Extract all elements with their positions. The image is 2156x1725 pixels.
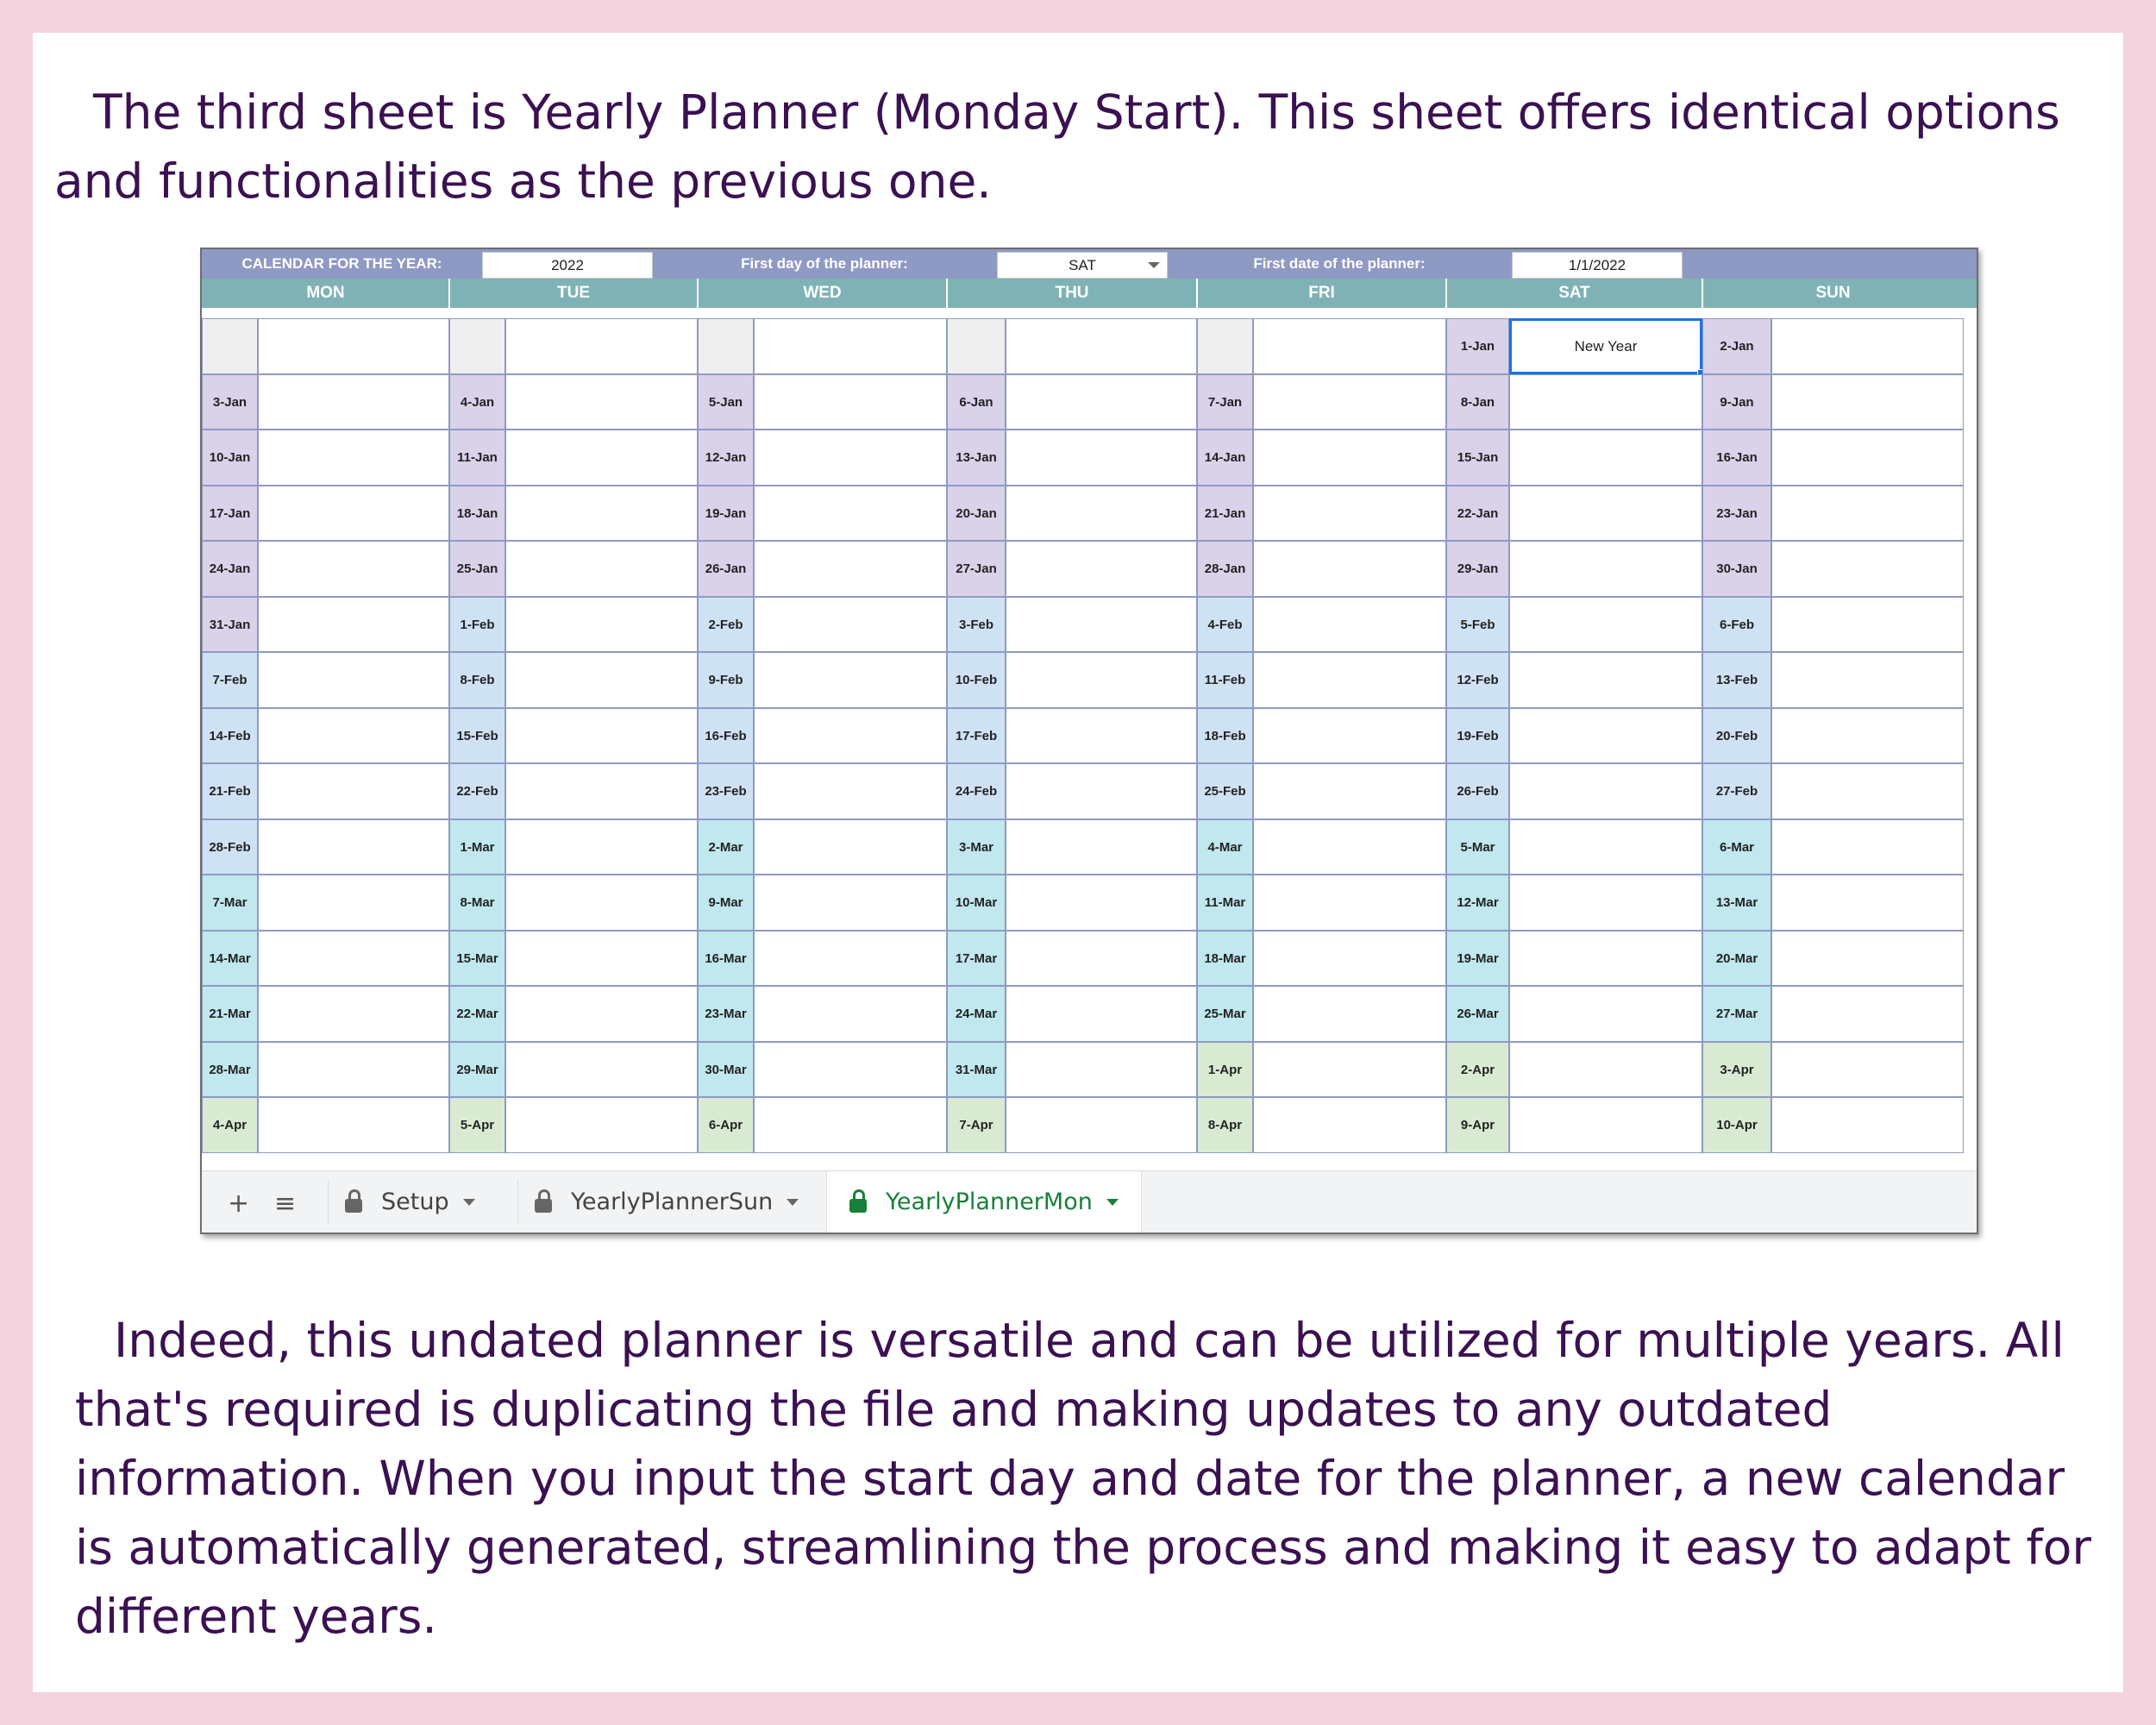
date-cell[interactable]: 31-Mar <box>947 1042 1006 1097</box>
date-cell[interactable]: 10-Feb <box>947 652 1006 708</box>
date-cell[interactable]: 11-Mar <box>1197 875 1253 931</box>
note-cell[interactable] <box>1253 931 1446 986</box>
date-cell[interactable]: 13-Jan <box>947 430 1006 486</box>
date-cell[interactable]: 5-Mar <box>1446 819 1509 875</box>
date-cell[interactable]: 12-Mar <box>1446 875 1509 931</box>
date-cell[interactable]: 3-Apr <box>1702 1042 1771 1097</box>
date-cell[interactable]: 31-Jan <box>202 597 258 652</box>
weekday-sat: SAT <box>1558 284 1590 302</box>
date-cell[interactable]: 28-Feb <box>202 819 258 875</box>
date-cell[interactable]: 20-Jan <box>947 486 1006 541</box>
date-cell[interactable]: 4-Mar <box>1197 819 1253 875</box>
tab-yearly-planner-mon[interactable] <box>826 1171 1142 1233</box>
date-cell[interactable]: 26-Mar <box>1446 986 1509 1042</box>
date-cell[interactable]: 15-Jan <box>1446 430 1509 486</box>
date-cell[interactable]: 25-Jan <box>449 541 505 597</box>
note-cell[interactable] <box>754 875 947 931</box>
note-cell[interactable] <box>1771 486 1964 541</box>
note-cell[interactable] <box>1006 986 1197 1042</box>
note-cell[interactable] <box>258 374 449 430</box>
note-cell[interactable] <box>258 819 449 875</box>
note-cell[interactable]: New Year <box>1509 318 1702 374</box>
date-cell[interactable]: 1-Apr <box>1197 1042 1253 1097</box>
note-cell[interactable] <box>754 597 947 652</box>
note-cell[interactable] <box>505 318 698 374</box>
date-cell[interactable]: 16-Feb <box>698 708 754 763</box>
date-cell[interactable]: 18-Feb <box>1197 708 1253 763</box>
date-cell[interactable]: 30-Mar <box>698 1042 754 1097</box>
date-cell[interactable]: 12-Jan <box>698 430 754 486</box>
note-cell[interactable] <box>505 597 698 652</box>
date-cell[interactable]: 14-Feb <box>202 708 258 763</box>
note-cell[interactable] <box>754 708 947 763</box>
tab-label: YearlyPlannerMon <box>886 1189 1093 1215</box>
note-cell[interactable] <box>1253 763 1446 819</box>
note-cell[interactable] <box>1509 931 1702 986</box>
note-cell[interactable] <box>1771 597 1964 652</box>
note-cell[interactable] <box>1771 875 1964 931</box>
chevron-down-icon <box>1148 262 1160 268</box>
tab-yearly-planner-sun[interactable] <box>535 1171 819 1233</box>
note-cell[interactable] <box>505 1097 698 1153</box>
lock-icon <box>535 1199 552 1213</box>
sheet-tab-bar <box>202 1170 1977 1233</box>
date-cell[interactable]: 5-Apr <box>449 1097 505 1153</box>
note-cell[interactable] <box>1771 1097 1964 1153</box>
note-cell[interactable] <box>1509 430 1702 486</box>
date-cell[interactable]: 21-Mar <box>202 986 258 1042</box>
note-cell[interactable] <box>505 708 698 763</box>
note-cell[interactable] <box>505 374 698 430</box>
note-cell[interactable] <box>258 597 449 652</box>
note-cell[interactable] <box>1509 374 1702 430</box>
note-cell[interactable] <box>1253 318 1446 374</box>
date-cell[interactable]: 19-Jan <box>698 486 754 541</box>
note-cell[interactable] <box>754 1042 947 1097</box>
note-cell[interactable] <box>1509 486 1702 541</box>
note-cell[interactable] <box>258 708 449 763</box>
tab-label: Setup <box>381 1189 449 1215</box>
chevron-down-icon <box>1106 1199 1119 1206</box>
chevron-down-icon <box>463 1199 475 1206</box>
date-cell[interactable]: 23-Jan <box>1702 486 1771 541</box>
date-cell[interactable]: 9-Jan <box>1702 374 1771 430</box>
date-cell[interactable]: 26-Feb <box>1446 763 1509 819</box>
note-cell[interactable] <box>505 430 698 486</box>
date-cell[interactable]: 5-Feb <box>1446 597 1509 652</box>
note-cell[interactable] <box>1253 819 1446 875</box>
note-cell[interactable] <box>754 541 947 597</box>
date-cell[interactable]: 5-Jan <box>698 374 754 430</box>
date-cell[interactable]: 16-Mar <box>698 931 754 986</box>
note-cell[interactable] <box>1253 652 1446 708</box>
date-cell[interactable]: 24-Feb <box>947 763 1006 819</box>
page-card <box>33 33 2123 1692</box>
date-cell[interactable]: 14-Jan <box>1197 430 1253 486</box>
note-cell[interactable] <box>1253 708 1446 763</box>
date-cell[interactable]: 3-Mar <box>947 819 1006 875</box>
calendar-grid <box>202 318 1977 1212</box>
lock-icon <box>849 1199 867 1213</box>
date-cell[interactable]: 20-Feb <box>1702 708 1771 763</box>
note-cell[interactable] <box>1006 318 1197 374</box>
date-cell[interactable]: 27-Mar <box>1702 986 1771 1042</box>
note-cell[interactable] <box>258 318 449 374</box>
chevron-down-icon <box>787 1199 799 1206</box>
all-sheets-icon[interactable]: ≡ <box>274 1189 297 1219</box>
note-cell[interactable] <box>258 430 449 486</box>
date-cell[interactable]: 2-Mar <box>698 819 754 875</box>
date-cell[interactable]: 3-Feb <box>947 597 1006 652</box>
date-cell[interactable]: 2-Apr <box>1446 1042 1509 1097</box>
weekday-tue: TUE <box>557 284 590 302</box>
note-cell[interactable] <box>1253 986 1446 1042</box>
date-cell[interactable]: 26-Jan <box>698 541 754 597</box>
note-cell[interactable] <box>1771 652 1964 708</box>
date-cell[interactable]: 14-Mar <box>202 931 258 986</box>
note-cell[interactable] <box>1771 708 1964 763</box>
note-cell[interactable] <box>505 931 698 986</box>
date-cell[interactable]: 28-Mar <box>202 1042 258 1097</box>
date-cell[interactable]: 23-Feb <box>698 763 754 819</box>
note-cell[interactable] <box>1253 430 1446 486</box>
note-cell[interactable] <box>1006 875 1197 931</box>
date-cell[interactable]: 25-Mar <box>1197 986 1253 1042</box>
first-day-select[interactable] <box>997 252 1168 279</box>
date-cell[interactable]: 1-Mar <box>449 819 505 875</box>
note-cell[interactable] <box>1006 430 1197 486</box>
date-cell[interactable]: 13-Mar <box>1702 875 1771 931</box>
first-day-value: SAT <box>1069 257 1096 273</box>
date-cell[interactable]: 8-Feb <box>449 652 505 708</box>
weekday-header-row <box>202 279 1977 308</box>
date-cell[interactable]: 17-Mar <box>947 931 1006 986</box>
date-cell[interactable]: 27-Jan <box>947 541 1006 597</box>
note-cell[interactable] <box>505 986 698 1042</box>
note-cell[interactable] <box>1509 819 1702 875</box>
year-field[interactable]: 2022 <box>482 252 653 279</box>
date-cell[interactable]: 10-Mar <box>947 875 1006 931</box>
note-cell[interactable] <box>754 486 947 541</box>
note-cell[interactable] <box>1509 652 1702 708</box>
weekday-sun: SUN <box>1815 284 1851 302</box>
date-cell[interactable]: 8-Apr <box>1197 1097 1253 1153</box>
note-cell[interactable] <box>1006 819 1197 875</box>
note-cell[interactable] <box>1771 374 1964 430</box>
first-day-label: First day of the planner: <box>741 255 908 272</box>
date-cell[interactable]: 18-Mar <box>1197 931 1253 986</box>
date-cell[interactable] <box>202 318 258 374</box>
first-date-field[interactable]: 1/1/2022 <box>1512 252 1683 279</box>
date-cell[interactable]: 6-Jan <box>947 374 1006 430</box>
note-cell[interactable] <box>258 1097 449 1153</box>
weekday-mon: MON <box>306 284 345 302</box>
date-cell[interactable]: 12-Feb <box>1446 652 1509 708</box>
note-cell[interactable] <box>505 763 698 819</box>
date-cell[interactable]: 27-Feb <box>1702 763 1771 819</box>
date-cell[interactable]: 8-Mar <box>449 875 505 931</box>
date-cell[interactable]: 13-Feb <box>1702 652 1771 708</box>
date-cell[interactable]: 15-Feb <box>449 708 505 763</box>
note-cell[interactable] <box>1771 931 1964 986</box>
date-cell[interactable]: 29-Jan <box>1446 541 1509 597</box>
spreadsheet-screenshot <box>200 248 1978 1234</box>
date-cell[interactable]: 1-Feb <box>449 597 505 652</box>
note-cell[interactable] <box>1771 541 1964 597</box>
note-cell[interactable] <box>258 486 449 541</box>
note-cell[interactable] <box>1253 1097 1446 1153</box>
date-cell[interactable]: 16-Jan <box>1702 430 1771 486</box>
date-cell[interactable]: 17-Jan <box>202 486 258 541</box>
note-cell[interactable] <box>505 652 698 708</box>
plus-icon[interactable]: + <box>228 1189 250 1219</box>
note-cell[interactable] <box>1006 708 1197 763</box>
date-cell[interactable]: 28-Jan <box>1197 541 1253 597</box>
note-cell[interactable] <box>1771 763 1964 819</box>
year-label: CALENDAR FOR THE YEAR: <box>241 255 442 272</box>
note-cell[interactable] <box>1006 597 1197 652</box>
note-cell[interactable] <box>754 374 947 430</box>
date-cell[interactable]: 11-Feb <box>1197 652 1253 708</box>
date-cell[interactable]: 7-Mar <box>202 875 258 931</box>
first-date-label: First date of the planner: <box>1253 255 1426 272</box>
note-cell[interactable] <box>258 875 449 931</box>
date-cell[interactable]: 18-Jan <box>449 486 505 541</box>
date-cell[interactable]: 19-Feb <box>1446 708 1509 763</box>
note-cell[interactable] <box>1253 1042 1446 1097</box>
date-cell[interactable]: 1-Jan <box>1446 318 1509 374</box>
note-cell[interactable] <box>1771 430 1964 486</box>
date-cell[interactable]: 8-Jan <box>1446 374 1509 430</box>
date-cell[interactable]: 15-Mar <box>449 931 505 986</box>
note-cell[interactable] <box>1509 708 1702 763</box>
note-cell[interactable] <box>1509 1097 1702 1153</box>
date-cell[interactable]: 2-Feb <box>698 597 754 652</box>
note-cell[interactable] <box>754 931 947 986</box>
note-cell[interactable] <box>505 486 698 541</box>
note-cell[interactable] <box>258 931 449 986</box>
note-cell[interactable] <box>1006 1097 1197 1153</box>
note-cell[interactable] <box>258 763 449 819</box>
note-cell[interactable] <box>1509 1042 1702 1097</box>
date-cell[interactable]: 24-Mar <box>947 986 1006 1042</box>
note-cell[interactable] <box>754 318 947 374</box>
note-cell[interactable] <box>1509 763 1702 819</box>
date-cell[interactable] <box>698 318 754 374</box>
note-cell[interactable] <box>1006 931 1197 986</box>
date-cell[interactable]: 30-Jan <box>1702 541 1771 597</box>
note-cell[interactable] <box>258 1042 449 1097</box>
note-cell[interactable] <box>258 986 449 1042</box>
note-cell[interactable] <box>1771 318 1964 374</box>
note-cell[interactable] <box>258 652 449 708</box>
date-cell[interactable]: 20-Mar <box>1702 931 1771 986</box>
note-cell[interactable] <box>754 763 947 819</box>
date-cell[interactable]: 21-Feb <box>202 763 258 819</box>
date-cell[interactable]: 10-Jan <box>202 430 258 486</box>
note-cell[interactable] <box>1006 652 1197 708</box>
weekday-wed: WED <box>803 284 842 302</box>
note-cell[interactable] <box>1509 597 1702 652</box>
note-cell[interactable] <box>505 541 698 597</box>
date-cell[interactable]: 23-Mar <box>698 986 754 1042</box>
date-cell[interactable]: 19-Mar <box>1446 931 1509 986</box>
date-cell[interactable] <box>947 318 1006 374</box>
note-cell[interactable] <box>1253 875 1446 931</box>
note-cell[interactable] <box>1509 986 1702 1042</box>
date-cell[interactable]: 11-Jan <box>449 430 505 486</box>
date-cell[interactable]: 10-Apr <box>1702 1097 1771 1153</box>
note-cell[interactable] <box>754 1097 947 1153</box>
note-cell[interactable] <box>1006 374 1197 430</box>
date-cell[interactable]: 9-Mar <box>698 875 754 931</box>
lock-icon <box>345 1199 362 1213</box>
weekday-fri: FRI <box>1308 284 1335 302</box>
date-cell[interactable]: 4-Feb <box>1197 597 1253 652</box>
date-cell[interactable]: 7-Apr <box>947 1097 1006 1153</box>
note-cell[interactable] <box>1253 597 1446 652</box>
note-cell[interactable] <box>1771 986 1964 1042</box>
note-cell[interactable] <box>1253 486 1446 541</box>
weekday-thu: THU <box>1055 284 1089 302</box>
note-cell[interactable] <box>1006 486 1197 541</box>
note-cell[interactable] <box>1253 541 1446 597</box>
date-cell[interactable]: 22-Jan <box>1446 486 1509 541</box>
note-cell[interactable] <box>1509 541 1702 597</box>
note-cell[interactable] <box>1006 541 1197 597</box>
note-cell[interactable] <box>754 819 947 875</box>
date-cell[interactable]: 29-Mar <box>449 1042 505 1097</box>
date-cell[interactable]: 22-Feb <box>449 763 505 819</box>
date-cell[interactable]: 17-Feb <box>947 708 1006 763</box>
date-cell[interactable]: 24-Jan <box>202 541 258 597</box>
tab-setup[interactable] <box>345 1171 509 1233</box>
date-cell[interactable]: 9-Apr <box>1446 1097 1509 1153</box>
note-cell[interactable] <box>1771 1042 1964 1097</box>
note-cell[interactable] <box>505 819 698 875</box>
date-cell[interactable]: 6-Apr <box>698 1097 754 1153</box>
outro-paragraph: Indeed, this undated planner is versatile and can be utilized for multiple years. All that's required is duplicating the file and making updates to any outdated information. When you input the start day and date for the planner, a new calendar is automatically generated, streamlining the process and making it easy to adapt for different years. <box>75 1313 2091 1644</box>
note-cell[interactable] <box>258 541 449 597</box>
date-cell[interactable]: 3-Jan <box>202 374 258 430</box>
note-cell[interactable] <box>1253 374 1446 430</box>
note-cell[interactable] <box>505 1042 698 1097</box>
date-cell[interactable] <box>449 318 505 374</box>
intro-paragraph: The third sheet is Yearly Planner (Monday Start). This sheet offers identical options and functionalities as the previous one. <box>54 85 2060 209</box>
date-cell[interactable]: 7-Feb <box>202 652 258 708</box>
date-cell[interactable]: 7-Jan <box>1197 374 1253 430</box>
date-cell[interactable]: 4-Apr <box>202 1097 258 1153</box>
date-cell[interactable]: 6-Feb <box>1702 597 1771 652</box>
note-cell[interactable] <box>1771 819 1964 875</box>
date-cell[interactable]: 4-Jan <box>449 374 505 430</box>
date-cell[interactable]: 6-Mar <box>1702 819 1771 875</box>
date-cell[interactable]: 9-Feb <box>698 652 754 708</box>
note-cell[interactable] <box>1006 763 1197 819</box>
planner-settings-bar <box>202 249 1977 279</box>
note-cell[interactable] <box>754 652 947 708</box>
date-cell[interactable] <box>1197 318 1253 374</box>
note-cell[interactable] <box>754 986 947 1042</box>
date-cell[interactable]: 22-Mar <box>449 986 505 1042</box>
tab-label: YearlyPlannerSun <box>571 1189 774 1215</box>
note-cell[interactable] <box>505 875 698 931</box>
note-cell[interactable] <box>754 430 947 486</box>
date-cell[interactable]: 2-Jan <box>1702 318 1771 374</box>
note-cell[interactable] <box>1006 1042 1197 1097</box>
date-cell[interactable]: 25-Feb <box>1197 763 1253 819</box>
date-cell[interactable]: 21-Jan <box>1197 486 1253 541</box>
note-cell[interactable] <box>1509 875 1702 931</box>
